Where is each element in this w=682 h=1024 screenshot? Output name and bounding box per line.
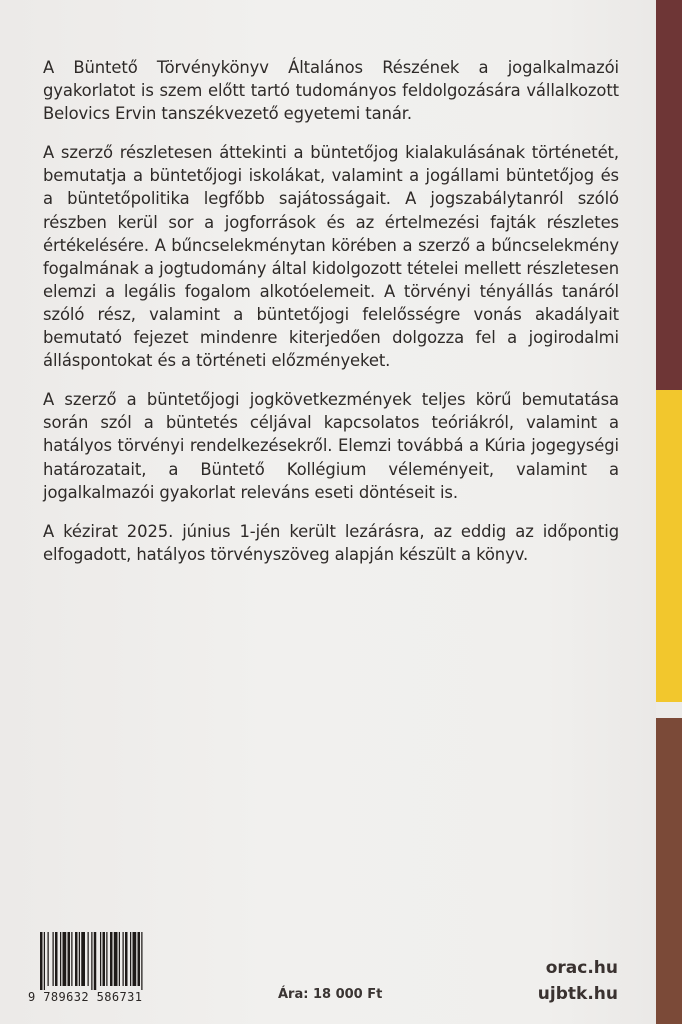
publisher-websites xyxy=(538,955,618,1007)
barcode-bar xyxy=(125,932,128,986)
barcode-bar xyxy=(55,932,58,986)
barcode-bar xyxy=(100,932,101,986)
website-ujbtk[interactable]: ujbtk.hu xyxy=(537,984,618,1004)
blurb-paragraph-3: A szerző a büntetőjogi jogkövetkezmények teljes körű bemutatása során szól a büntetés céljával kapcsolatos teóriákról, valamint a hatályos törvényi rendelkezésekről. Elemzi továbbá a Kúria jogegységi határozatait, a Büntető Kollégium véleményeit, valamint a jogalkalmazói gyakorlat releváns eseti döntéseit is. xyxy=(43,390,619,502)
barcode-bar xyxy=(40,932,43,990)
blurb-paragraph-2: A szerző részletesen áttekinti a büntetőjog kialakulásának történetét, bemutatja a büntetőjogi iskolákat, valamint a jogállami büntetőjog és a büntetőpolitika legfőbb sajátosságait. A jogszabálytanról szóló részben kerül sor a jogforrások és az értelmezési fajták részletes értékelésére. A bűncselekménytan körében a szerző a bűncselekmény fogalmának a jogtudomány által kidolgozott tételei mellett részletesen elemzi a legális fogalom alkotóelemeit. A törvényi tényállás tanáról szóló rész, valamint a büntetőjogi felelősségre vonás akadályait bemutató fejezet mindenre kiterjedően dolgozza fel a jogirodalmi álláspontokat és a történeti előzményeket. xyxy=(43,143,619,371)
blurb-text xyxy=(43,56,619,582)
website-orac[interactable]: orac.hu xyxy=(545,958,618,978)
barcode-bar xyxy=(53,932,54,986)
barcode-bar xyxy=(63,932,67,986)
isbn-barcode xyxy=(28,930,188,1010)
price-label: Ára: 18 000 Ft xyxy=(278,987,383,1002)
barcode-bars xyxy=(40,932,180,990)
blurb-paragraph-1: A Büntető Törvénykönyv Általános Részének a jogalkalmazói gyakorlatot is szem előtt tartó tudományos feldolgozására vállalkozott Belovics Ervin tanszékvezető egyetemi tanár. xyxy=(43,58,619,124)
spine-stripe-yellow xyxy=(656,390,682,702)
barcode-bar xyxy=(130,932,131,986)
spine-stripe-brown xyxy=(656,718,682,1024)
barcode-bar xyxy=(138,932,141,986)
barcode-bar xyxy=(68,932,71,986)
barcode-bar xyxy=(81,932,85,986)
barcode-bar xyxy=(94,932,97,990)
barcode-bar xyxy=(110,932,113,986)
barcode-bar xyxy=(106,932,107,986)
barcode-bar xyxy=(119,932,120,986)
barcode-bar xyxy=(79,932,80,986)
barcode-bar xyxy=(91,932,92,990)
spine-stripe-maroon xyxy=(656,0,682,390)
barcode-bar xyxy=(141,932,142,990)
barcode-bar xyxy=(48,932,49,986)
barcode-bar xyxy=(88,932,89,986)
barcode-bar xyxy=(60,932,61,986)
barcode-bar xyxy=(133,932,137,986)
barcode-bar xyxy=(71,932,72,986)
blurb-paragraph-4: A kézirat 2025. június 1-jén került lezárásra, az eddig az időpontig elfogadott, hatályos törvényszöveg alapján készült a könyv. xyxy=(43,521,619,564)
spine-stripe-gap xyxy=(656,702,682,718)
barcode-bar xyxy=(44,932,45,990)
barcode-bar xyxy=(114,932,118,986)
isbn-digits: 9 789632 586731 xyxy=(28,990,143,1004)
barcode-bar xyxy=(123,932,124,986)
barcode-bar xyxy=(103,932,106,986)
barcode-bar xyxy=(75,932,78,986)
